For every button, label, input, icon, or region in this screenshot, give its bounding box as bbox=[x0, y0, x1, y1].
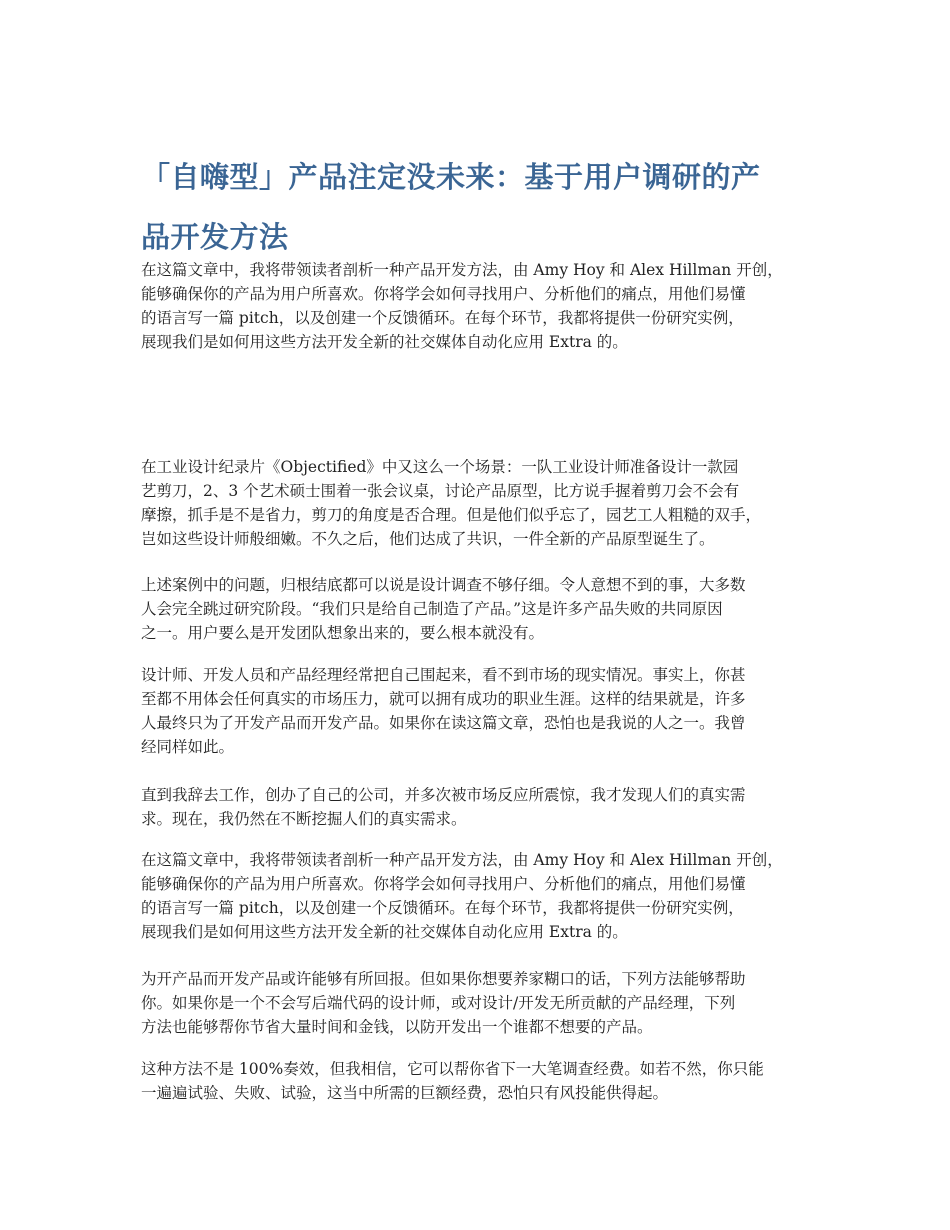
paragraph-line: 能够确保你的产品为用户所喜欢。你将学会如何寻找用户、分析他们的痛点，用他们易懂 bbox=[141, 285, 746, 303]
paragraph-line: 岂如这些设计师般细嫩。不久之后，他们达成了共识，一件全新的产品原型诞生了。 bbox=[141, 530, 715, 548]
paragraph-intro bbox=[141, 258, 783, 354]
paragraph-line: 在这篇文章中，我将带领读者剖析一种产品开发方法，由 Amy Hoy 和 Alex Hillman 开创， bbox=[141, 261, 783, 279]
paragraph-line: 经同样如此。 bbox=[141, 738, 235, 756]
paragraph-quit-job bbox=[141, 783, 746, 831]
article-title-line-1: 「自嗨型」产品注定没未来：基于用户调研的产 bbox=[141, 160, 761, 194]
paragraph-designers bbox=[141, 663, 746, 759]
paragraph-line: 人会完全跳过研究阶段。“我们只是给自己制造了产品。”这是许多产品失败的共同原因 bbox=[141, 600, 723, 618]
paragraph-line: 这种方法不是 100%奏效，但我相信，它可以帮你省下一大笔调查经费。如若不然，你只能 bbox=[141, 1060, 764, 1078]
paragraph-line: 的语言写一篇 pitch，以及创建一个反馈循环。在每个环节，我都将提供一份研究实例， bbox=[141, 309, 744, 327]
paragraph-line: 一遍遍试验、失败、试验，这当中所需的巨额经费，恐怕只有风投能供得起。 bbox=[141, 1084, 669, 1102]
paragraph-line: 在这篇文章中，我将带领读者剖析一种产品开发方法，由 Amy Hoy 和 Alex Hillman 开创， bbox=[141, 851, 783, 869]
paragraph-line: 能够确保你的产品为用户所喜欢。你将学会如何寻找用户、分析他们的痛点，用他们易懂 bbox=[141, 875, 746, 893]
paragraph-line: 展现我们是如何用这些方法开发全新的社交媒体自动化应用 Extra 的。 bbox=[141, 333, 628, 351]
paragraph-line: 至都不用体会任何真实的市场压力，就可以拥有成功的职业生涯。这样的结果就是，许多 bbox=[141, 690, 746, 708]
paragraph-line: 艺剪刀，2、3 个艺术硕士围着一张会议桌，讨论产品原型，比方说手握着剪刀会不会有 bbox=[141, 482, 740, 500]
paragraph-line: 的语言写一篇 pitch，以及创建一个反馈循环。在每个环节，我都将提供一份研究实例， bbox=[141, 899, 744, 917]
paragraph-line: 求。现在，我仍然在不断挖掘人们的真实需求。 bbox=[141, 810, 467, 828]
paragraph-problem bbox=[141, 573, 746, 645]
paragraph-line: 设计师、开发人员和产品经理经常把自己围起来，看不到市场的现实情况。事实上，你甚 bbox=[141, 666, 746, 684]
paragraph-not-100-percent bbox=[141, 1057, 764, 1105]
paragraph-line: 之一。用户要么是开发团队想象出来的，要么根本就没有。 bbox=[141, 624, 545, 642]
paragraph-intro-repeat bbox=[141, 848, 783, 944]
paragraph-line: 展现我们是如何用这些方法开发全新的社交媒体自动化应用 Extra 的。 bbox=[141, 923, 628, 941]
paragraph-line: 方法也能够帮你节省大量时间和金钱，以防开发出一个谁都不想要的产品。 bbox=[141, 1018, 653, 1036]
paragraph-line: 摩擦，抓手是不是省力，剪刀的角度是否合理。但是他们似乎忘了，园艺工人粗糙的双手， bbox=[141, 506, 762, 524]
paragraph-line: 人最终只为了开发产品而开发产品。如果你在读这篇文章，恐怕也是我说的人之一。我曾 bbox=[141, 714, 746, 732]
paragraph-line: 直到我辞去工作，创办了自己的公司，并多次被市场反应所震惊，我才发现人们的真实需 bbox=[141, 786, 746, 804]
paragraph-line: 上述案例中的问题，归根结底都可以说是设计调查不够仔细。令人意想不到的事，大多数 bbox=[141, 576, 746, 594]
paragraph-line: 在工业设计纪录片《Objectified》中又这么一个场景：一队工业设计师准备设计一款园 bbox=[141, 458, 739, 476]
paragraph-line: 你。如果你是一个不会写后端代码的设计师，或对设计/开发无所贡献的产品经理，下列 bbox=[141, 994, 736, 1012]
article-title-line-2: 品开发方法 bbox=[141, 220, 289, 254]
paragraph-method-benefit bbox=[141, 967, 746, 1039]
paragraph-line: 为开产品而开发产品或许能够有所回报。但如果你想要养家糊口的话，下列方法能够帮助 bbox=[141, 970, 746, 988]
paragraph-objectified bbox=[141, 455, 761, 551]
